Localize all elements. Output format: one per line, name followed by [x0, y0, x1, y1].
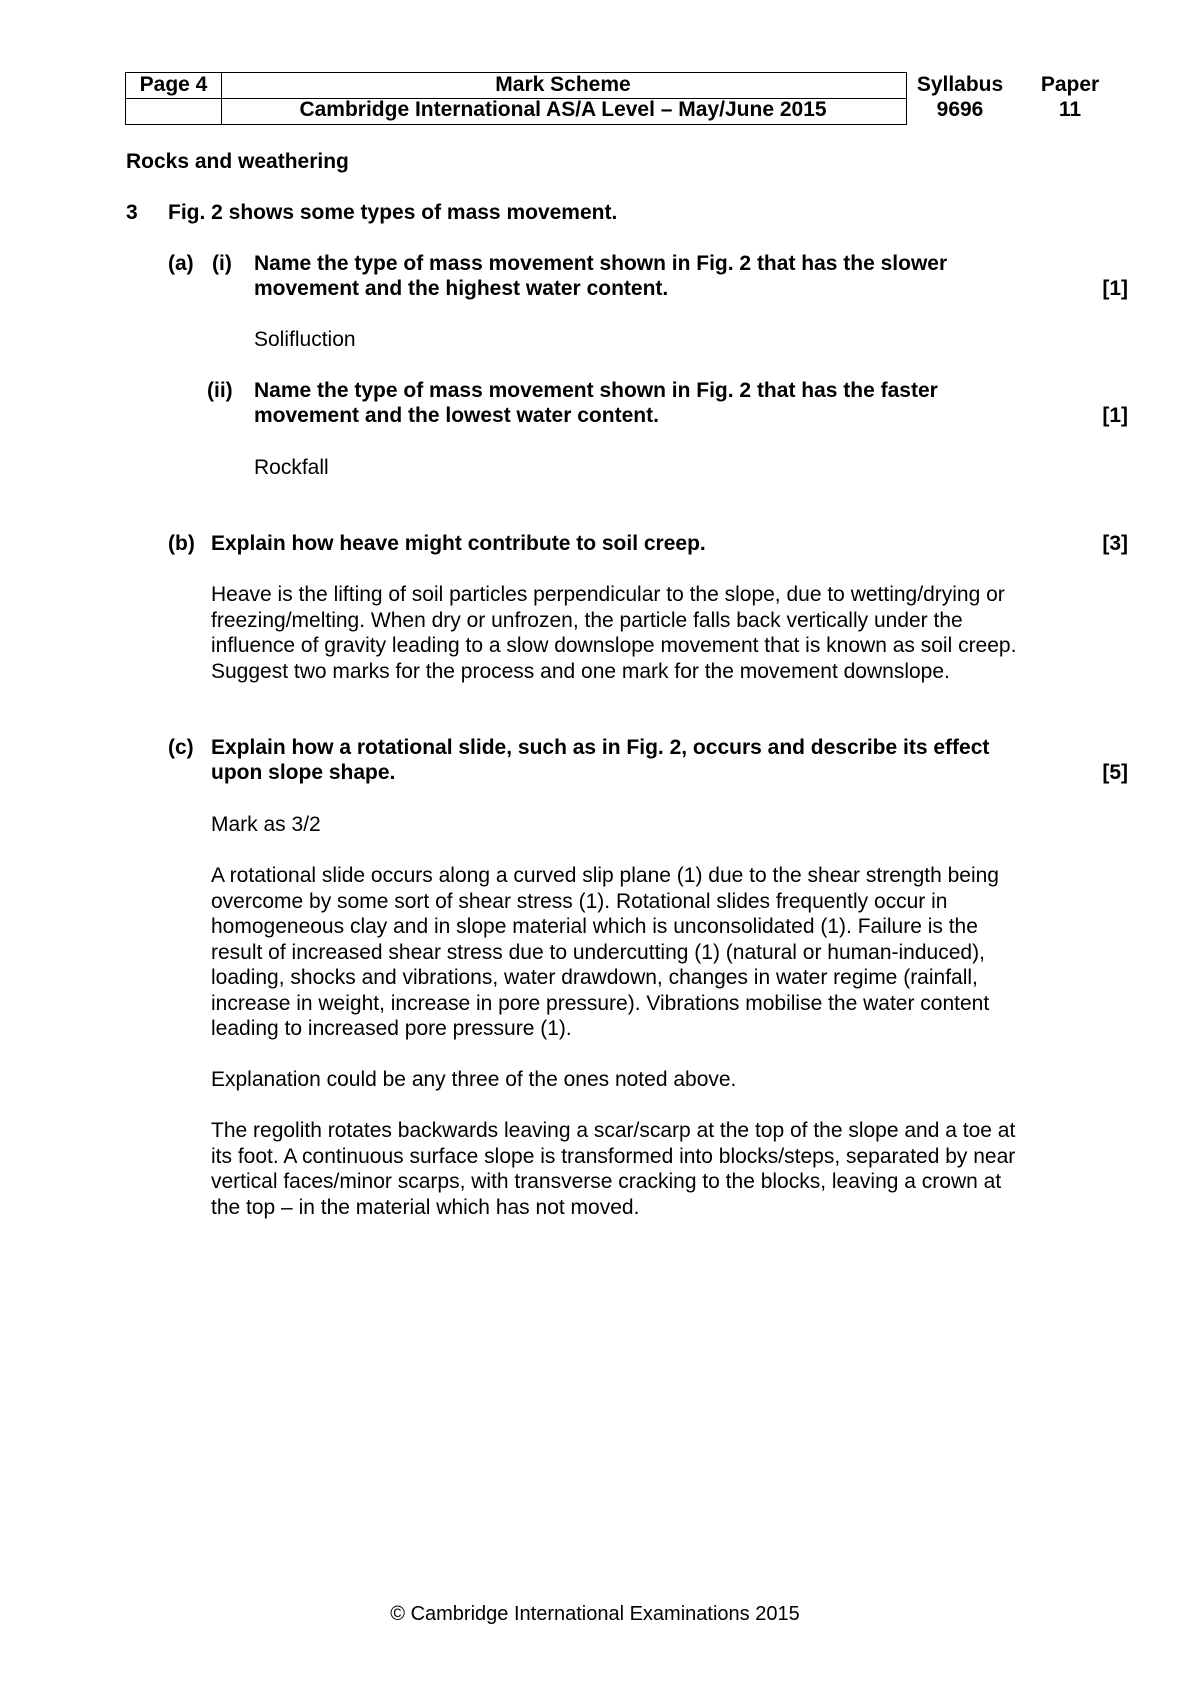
part-c-para3-line: its foot. A continuous surface slope is transformed into blocks/steps, separated by near	[211, 1144, 1016, 1168]
part-c-para3-line: The regolith rotates backwards leaving a scar/scarp at the top of the slope and a toe at	[211, 1119, 1016, 1142]
paper-value: 11	[1058, 98, 1082, 121]
part-c-para3-line: the top – in the material which has not moved.	[211, 1195, 640, 1219]
part-a-i-marks: [1]	[1102, 277, 1128, 300]
part-c-mark-as: Mark as 3/2	[211, 813, 321, 836]
header-subtitle: Cambridge International AS/A Level – May/June 2015	[299, 98, 827, 121]
question-number: 3	[126, 201, 138, 224]
part-c-para1-line: leading to increased pore pressure (1).	[211, 1017, 572, 1040]
part-b-answer	[211, 582, 1091, 684]
part-a-ii-prompt-line1: Name the type of mass movement shown in Fig. 2 that has the faster	[254, 379, 938, 402]
part-c-marks: [5]	[1102, 761, 1128, 784]
syllabus-label: Syllabus	[916, 73, 1004, 96]
part-c-para1-line: overcome by some sort of shear stress (1). Rotational slides frequently occur in	[211, 889, 948, 913]
part-c-prompt-line1: Explain how a rotational slide, such as in Fig. 2, occurs and describe its effect	[211, 736, 990, 759]
part-c-para1-line: A rotational slide occurs along a curved slip plane (1) due to the shear strength being	[211, 864, 999, 887]
paper-label: Paper	[1040, 73, 1100, 96]
part-c-paragraph-3	[211, 1118, 1091, 1220]
header-page-box-lower	[125, 98, 222, 125]
part-c-paragraph-2: Explanation could be any three of the ones noted above.	[211, 1068, 737, 1091]
part-b-marks: [3]	[1102, 532, 1128, 555]
part-a-i-prompt-line2: movement and the highest water content.	[254, 277, 669, 300]
section-title: Rocks and weathering	[126, 150, 349, 173]
part-a-ii-label: (ii)	[207, 379, 233, 402]
part-a-i-label: (i)	[212, 252, 232, 275]
part-a-ii-answer: Rockfall	[254, 456, 329, 479]
part-b-prompt: Explain how heave might contribute to soil creep.	[211, 532, 706, 555]
part-b-label: (b)	[168, 532, 195, 555]
part-c-label: (c)	[168, 736, 194, 759]
part-c-para1-line: homogeneous clay and in slope material which is unconsolidated (1). Failure is the	[211, 915, 978, 938]
part-a-ii-marks: [1]	[1102, 404, 1128, 427]
part-b-answer-line: influence of gravity leading to a slow downslope movement that is known as soil creep.	[211, 634, 1017, 657]
part-c-para3-line: vertical faces/minor scarps, with transverse cracking to the blocks, leaving a crown at	[211, 1170, 1002, 1193]
part-a-label: (a)	[168, 252, 194, 275]
part-a-i-prompt-line1: Name the type of mass movement shown in Fig. 2 that has the slower	[254, 252, 948, 275]
part-c-para1-line: loading, shocks and vibrations, water drawdown, changes in water regime (rainfall,	[211, 966, 978, 989]
part-c-para1-line: result of increased shear stress due to undercutting (1) (natural or human-induced),	[211, 940, 985, 964]
syllabus-value: 9696	[936, 98, 984, 121]
question-stem: Fig. 2 shows some types of mass movement.	[168, 201, 618, 224]
header-title: Mark Scheme	[495, 73, 631, 96]
part-c-para1-line: increase in weight, increase in pore pressure). Vibrations mobilise the water content	[211, 991, 990, 1015]
footer-copyright: © Cambridge International Examinations 2015	[390, 1603, 800, 1625]
part-a-i-answer: Solifluction	[254, 328, 356, 351]
part-b-answer-line: Heave is the lifting of soil particles perpendicular to the slope, due to wetting/drying or	[211, 583, 1005, 606]
part-b-answer-line: freezing/melting. When dry or unfrozen, the particle falls back vertically under the	[211, 608, 963, 632]
part-c-prompt-line2: upon slope shape.	[211, 761, 396, 784]
part-c-paragraph-1	[211, 863, 1091, 1042]
page-number: Page 4	[139, 73, 208, 96]
part-b-answer-line: Suggest two marks for the process and one mark for the movement downslope.	[211, 659, 950, 683]
part-a-ii-prompt-line2: movement and the lowest water content.	[254, 404, 659, 427]
